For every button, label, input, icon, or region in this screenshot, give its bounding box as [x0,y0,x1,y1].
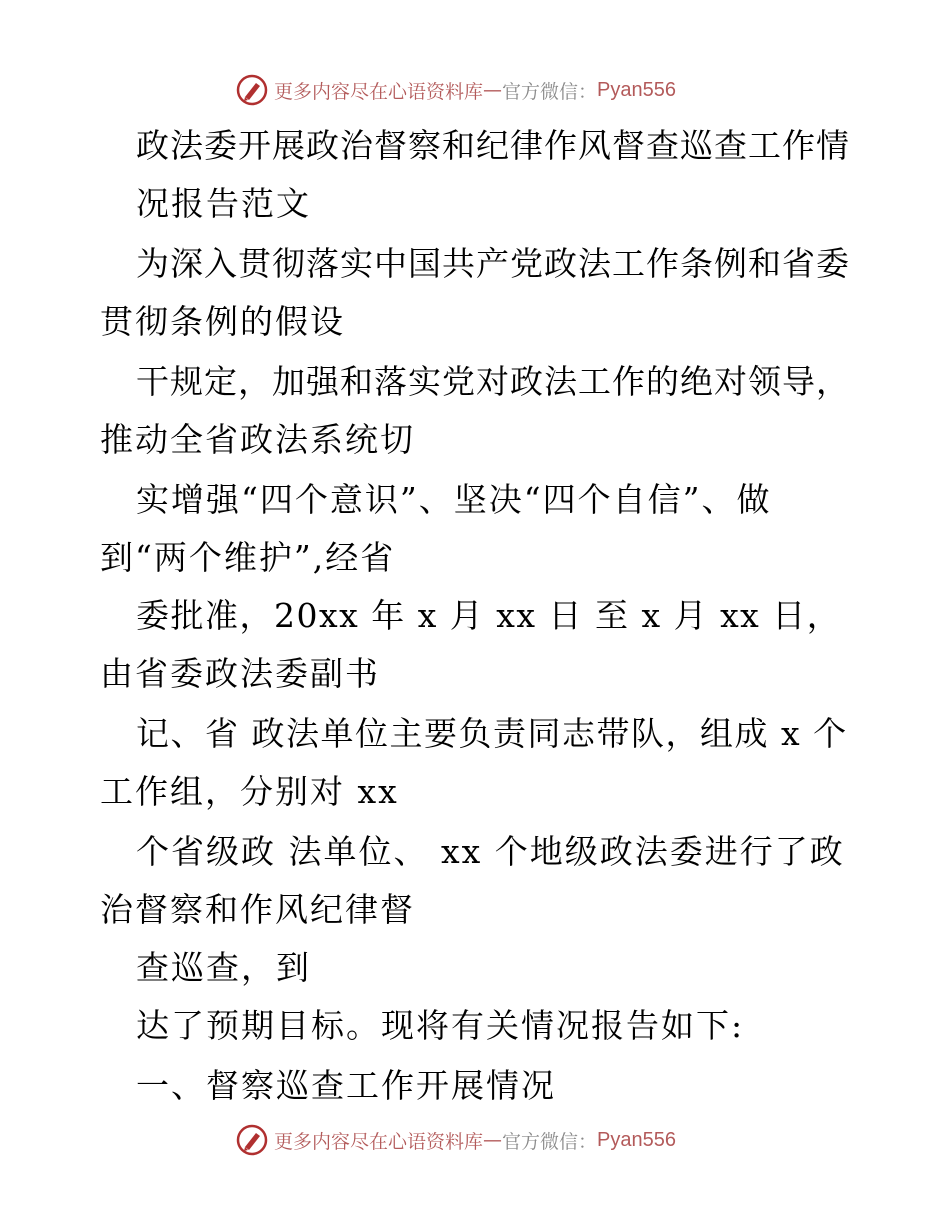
title-line-1: 政法委开展政治督察和纪律作风督查巡查工作情 [136,126,850,165]
pen-logo-icon [236,1124,268,1156]
paragraph-line: 达了预期目标。现将有关情况报告如下: [136,1006,745,1045]
watermark-wechat-id: Pyan556 [597,78,676,101]
paragraph-line: 干规定，加强和落实党对政法工作的绝对领导， [136,362,850,401]
watermark-wechat-id: Pyan556 [597,1128,676,1151]
pen-logo-icon [236,74,268,106]
paragraph-line: 贯彻条例的假设 [100,302,345,341]
watermark-main-text: 更多内容尽在心语资料库 [274,80,484,103]
watermark-separator: — [483,79,503,101]
watermark-separator: — [483,1129,503,1151]
watermark-main-text: 更多内容尽在心语资料库 [274,1130,484,1153]
paragraph-line: 实增强“四个意识”、坚决“四个自信”、做 [136,480,772,519]
watermark-wechat-label: 官方微信： [502,1130,598,1153]
paragraph-line: 查巡查，到 [136,948,311,987]
paragraph-line: 委批准，20xx 年 x 月 xx 日 至 x 月 xx 日， [136,596,842,635]
title-line-2: 况报告范文 [136,184,311,223]
paragraph-line: 工作组，分别对 xx [100,772,399,811]
paragraph-line: 推动全省政法系统切 [100,420,415,459]
watermark-wechat-label: 官方微信： [502,80,598,103]
paragraph-line: 为深入贯彻落实中国共产党政法工作条例和省委 [136,244,850,283]
section-heading: 一、督察巡查工作开展情况 [136,1066,556,1105]
header-watermark [236,72,676,108]
footer-watermark [236,1122,676,1158]
paragraph-line: 记、省 政法单位主要负责同志带队，组成 x 个 [136,714,848,753]
paragraph-line: 由省委政法委副书 [100,654,380,693]
paragraph-line: 到“两个维护”,经省 [100,538,396,577]
paragraph-line: 个省级政 法单位、 xx 个地级政法委进行了政 [136,832,845,871]
paragraph-line: 治督察和作风纪律督 [100,890,415,929]
